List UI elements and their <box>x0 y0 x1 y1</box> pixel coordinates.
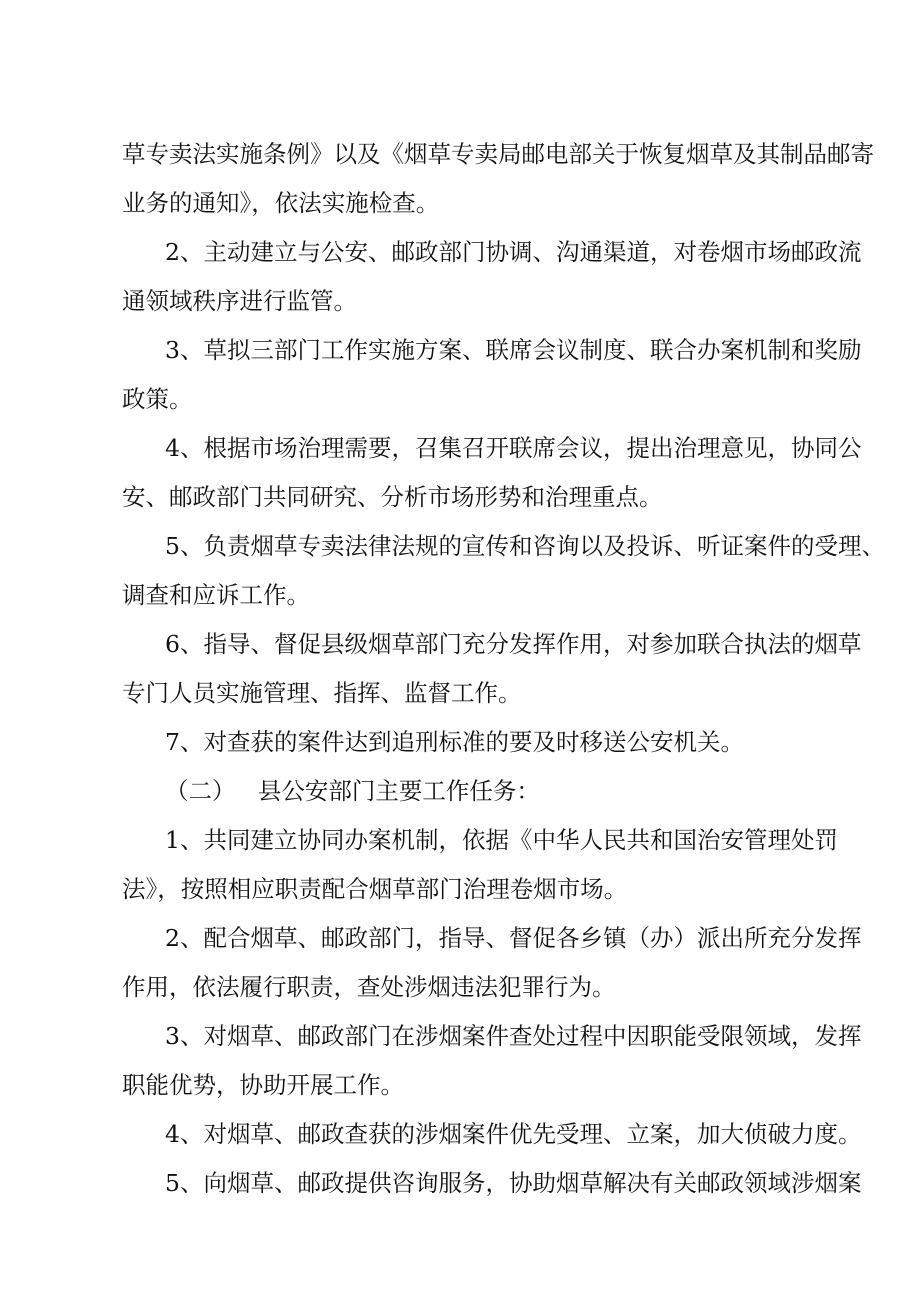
text-line: 业务的通知》，依法实施检查。 <box>122 189 440 217</box>
paragraph-item-4: 4、对烟草、邮政查获的涉烟案件优先受理、立案，加大侦破力度。 <box>165 1120 862 1148</box>
paragraph-item-2: 2、配合烟草、邮政部门，指导、督促各乡镇（办）派出所充分发挥 <box>165 924 862 952</box>
text-line: 调查和应诉工作。 <box>122 581 310 609</box>
section-heading: （二） 县公安部门主要工作任务： <box>165 777 540 805</box>
text-line: 职能优势，协助开展工作。 <box>122 1071 404 1099</box>
paragraph-item-6: 6、指导、督促县级烟草部门充分发挥作用，对参加联合执法的烟草 <box>165 630 862 658</box>
paragraph-item-5: 5、向烟草、邮政提供咨询服务，协助烟草解决有关邮政领域涉烟案 <box>165 1169 862 1197</box>
paragraph-item-1: 1、共同建立协同办案机制，依据《中华人民共和国治安管理处罚 <box>165 826 838 854</box>
paragraph-item-3: 3、对烟草、邮政部门在涉烟案件查处过程中因职能受限领域，发挥 <box>165 1022 862 1050</box>
text-line: 安、邮政部门共同研究、分析市场形势和治理重点。 <box>122 483 663 511</box>
text-line: 法》，按照相应职责配合烟草部门治理卷烟市场。 <box>122 875 628 903</box>
paragraph-item-2: 2、主动建立与公安、邮政部门协调、沟通渠道，对卷烟市场邮政流 <box>165 238 862 266</box>
paragraph-item-7: 7、对查获的案件达到追刑标准的要及时移送公安机关。 <box>165 728 744 756</box>
text-line: 作用，依法履行职责，查处涉烟违法犯罪行为。 <box>122 973 616 1001</box>
text-line: 草专卖法实施条例》以及《烟草专卖局邮电部关于恢复烟草及其制品邮寄 <box>122 140 874 168</box>
text-line: 通领域秩序进行监管。 <box>122 287 357 315</box>
text-line: 专门人员实施管理、指挥、监督工作。 <box>122 679 522 707</box>
paragraph-item-4: 4、根据市场治理需要，召集召开联席会议，提出治理意见，协同公 <box>165 434 862 462</box>
paragraph-item-3: 3、草拟三部门工作实施方案、联席会议制度、联合办案机制和奖励 <box>165 336 862 364</box>
paragraph-item-5: 5、负责烟草专卖法律法规的宣传和咨询以及投诉、听证案件的受理、 <box>165 532 885 560</box>
text-line: 政策。 <box>122 385 193 413</box>
